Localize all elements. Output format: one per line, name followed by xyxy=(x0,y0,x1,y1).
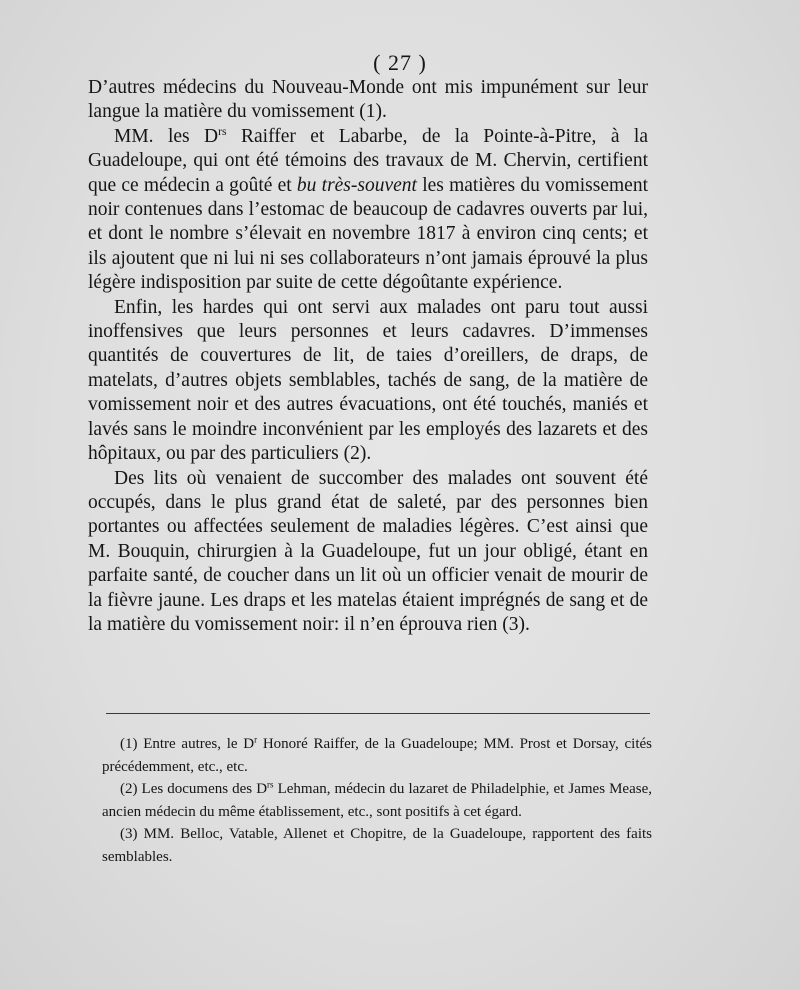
footnote-2-superscript: rs xyxy=(267,779,274,790)
paragraph-1 xyxy=(88,76,648,125)
paragraph-2-italic: bu très-souvent xyxy=(296,174,417,196)
paragraph-4 xyxy=(88,467,648,638)
page-number: ( 27 ) xyxy=(373,50,427,75)
paragraph-2-text-middle: Raiffer et Labarbe, de la Pointe-à-Pitre, à la Guadeloupe, qui ont été témoins des travaux de M. Chervin, certifient que ce médecin a goûté et xyxy=(88,125,648,196)
footnote-1 xyxy=(102,733,652,778)
footnote-2-text-start: (2) Les documens des D xyxy=(120,781,268,797)
footnotes xyxy=(102,733,652,868)
paragraph-4-text: Des lits où venaient de succomber des malades ont souvent été occupés, dans le plus grand état de saleté, par des personnes bien portantes ou affectées seulement de maladies légères. C’est ainsi que M. Bouquin, chirurgien à la Guadeloupe, fut un jour obligé, étant en parfaite santé, de coucher dans un lit où un officier venait de mourir de la fièvre jaune. Les draps et les matelas étaient imprégnés de sang et de la matière du vomissement noir: il n’en éprouva rien (3). xyxy=(88,467,648,635)
footnote-1-text-end: Honoré Raiffer, de la Guadeloupe; MM. Prost et Dorsay, cités précédemment, etc., etc. xyxy=(102,736,653,775)
footnote-2-text-end: Lehman, médecin du lazaret de Philadelphie, et James Mease, ancien médecin du même établissement, etc., sont positifs à cet égard. xyxy=(102,781,652,820)
footnote-1-text-start: (1) Entre autres, le D xyxy=(120,736,255,752)
paragraph-2-text-start: MM. les D xyxy=(114,125,219,147)
paragraph-3-text: Enfin, les hardes qui ont servi aux malades ont paru tout aussi inoffensives que leurs personnes et leurs cadavres. D’immenses quantités de couvertures de lit, de taies d’oreillers, de draps, de matelats, d’autres objets semblables, tachés de sang, de la matière de vomissement noir et des autres évacuations, ont été touchés, maniés et lavés sans le moindre inconvénient par les employés des lazarets et des hôpitaux, ou par des particuliers (2). xyxy=(88,296,648,465)
footnote-1-superscript: r xyxy=(254,734,258,745)
footnote-rule xyxy=(106,713,650,714)
main-text xyxy=(88,76,648,637)
paragraph-2-text-end: les matières du vomissement noir contenues dans l’estomac de beaucoup de cadavres ouverts par lui, et dont le nombre s’élevait en novembre 1817 à environ cinq cents; et ils ajoutent que ni lui ni ses collaborateurs n’ont jamais éprouvé la plus légère indisposition par suite de cette dégoûtante expérience. xyxy=(88,174,648,294)
paragraph-2 xyxy=(88,125,648,296)
footnote-2 xyxy=(102,778,652,823)
footnote-3 xyxy=(102,823,652,868)
paragraph-1-text: D’autres médecins du Nouveau-Monde ont mis impunément sur leur langue la matière du vomissement (1). xyxy=(88,77,648,123)
paragraph-3 xyxy=(88,296,648,467)
paragraph-2-superscript: rs xyxy=(218,124,227,138)
footnote-3-text: (3) MM. Belloc, Vatable, Allenet et Chopitre, de la Guadeloupe, rapportent des faits semblables. xyxy=(102,826,652,865)
